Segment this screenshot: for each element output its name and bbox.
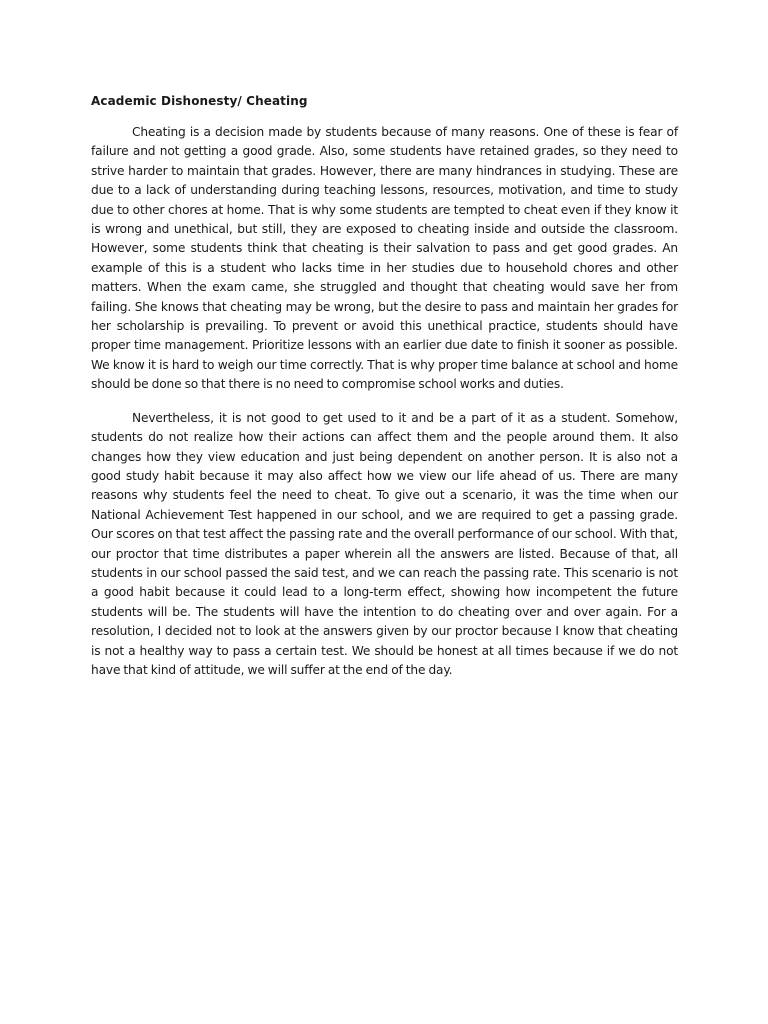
document-body	[91, 93, 678, 694]
paragraph-1: Cheating is a decision made by students because of many reasons. One of these is fear of failure and not getting a good grade. Also, some students have retained grades, so they need to strive harder to maintain that grades. However, there are many hindrances in studying. These are due to a lack of understanding during teaching lessons, resources, motivation, and time to study due to other chores at home. That is why some students are tempted to cheat even if they know it is wrong and unethical, but still, they are exposed to cheating inside and outside the classroom. However, some students think that cheating is their salvation to pass and get good grades. An example of this is a student who lacks time in her studies due to household chores and other matters. When the exam came, she struggled and thought that cheating would save her from failing. She knows that cheating may be wrong, but the desire to pass and maintain her grades for her scholarship is prevailing. To prevent or avoid this unethical practice, students should have proper time management. Prioritize lessons with an earlier due date to finish it sooner as possible. We know it is hard to weigh our time correctly. That is why proper time balance at school and home should be done so that there is no need to compromise school works and duties.	[91, 125, 678, 392]
document-title: Academic Dishonesty/ Cheating	[91, 94, 308, 108]
paragraph-2: Nevertheless, it is not good to get used to it and be a part of it as a student. Somehow, students do not realize how their actions can affect them and the people around them. It also changes how they view education and just being dependent on another person. It is also not a good study habit because it may also affect how we view our life ahead of us. There are many reasons why students feel the need to cheat. To give out a scenario, it was the time when our National Achievement Test happened in our school, and we are required to get a passing grade. Our scores on that test affect the passing rate and the overall performance of our school. With that, our proctor that time distributes a paper wherein all the answers are listed. Because of that, all students in our school passed the said test, and we can reach the passing rate. This scenario is not a good habit because it could lead to a long-term effect, showing how incompetent the future students will be. The students will have the intention to do cheating over and over again. For a resolution, I decided not to look at the answers given by our proctor because I know that cheating is not a healthy way to pass a certain test. We should be honest at all times because if we do not have that kind of attitude, we will suffer at the end of the day.	[91, 410, 678, 677]
